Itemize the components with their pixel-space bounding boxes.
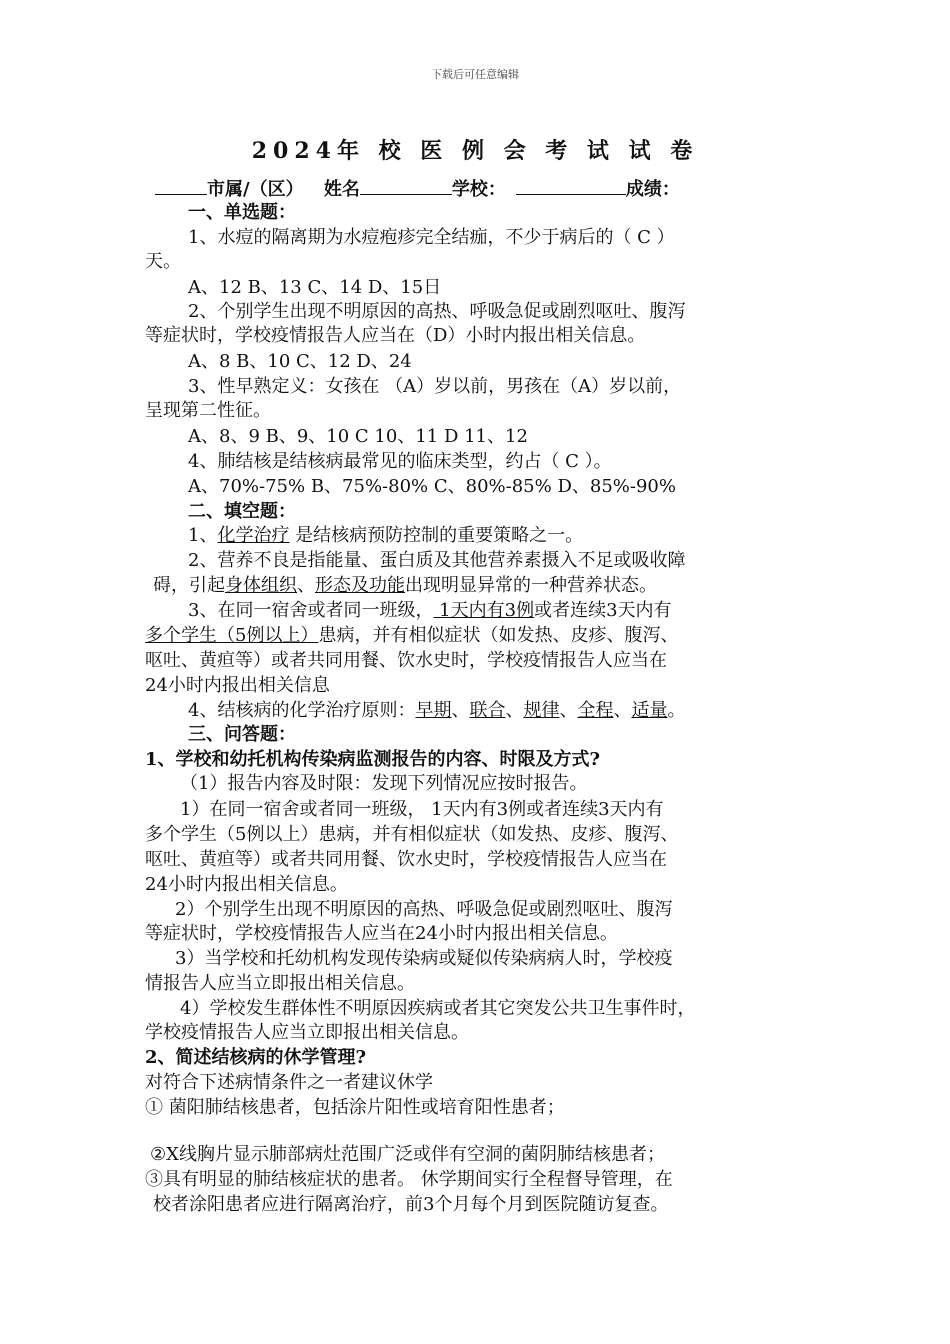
fill4-line: 4、结核病的化学治疗原则：早期、联合、规律、全程、适量。 xyxy=(188,700,686,721)
fill1-line: 1、化学治疗 是结核病预防控制的重要策略之一。 xyxy=(188,525,584,546)
q1-text: 1、水痘的隔离期为水痘疱疹完全结痂，不少于病后的（ C ） xyxy=(188,227,675,248)
section3-heading: 三、问答题： xyxy=(188,724,296,745)
fill2-pre: 碍，引起 xyxy=(153,575,225,596)
exam-title: 2024年 校 医 例 会 考 试 试 卷 xyxy=(251,138,699,164)
fill4-answer-full-course: 全程 xyxy=(577,700,614,721)
qa1-point1-line3: 呕吐、黄疸等）或者共同用餐、饮水史时，学校疫情报告人应当在 xyxy=(145,849,667,870)
fill2-line: 2、营养不良是指能量、蛋白质及其他营养素摄入不足或吸收障 xyxy=(188,550,686,571)
fill2-answer2: 形态及功能 xyxy=(315,575,405,596)
q4-options: A、70%-75% B、75%-80% C、80%-85% D、85%-90% xyxy=(188,476,676,497)
fill2-answer1: 身体组织 xyxy=(225,575,297,596)
school-blank[interactable] xyxy=(516,176,626,195)
fill1-rest: 是结核病预防控制的重要策略之一。 xyxy=(289,525,584,546)
info-score-label: 成绩： xyxy=(625,179,680,200)
fill4-answer-combined: 联合 xyxy=(469,700,506,721)
q2-options: A、8 B、10 C、12 D、24 xyxy=(188,351,412,372)
fill3-mid: 或者连续3天内有 xyxy=(534,600,672,621)
q1-options: A、12 B、13 C、14 D、15日 xyxy=(188,277,442,298)
fill3-line-4: 24小时内报出相关信息 xyxy=(145,675,330,696)
q3-text-cont: 呈现第二性征。 xyxy=(145,400,271,421)
q1-text-cont: 天。 xyxy=(145,251,181,272)
qa2-title: 2、简述结核病的休学管理? xyxy=(145,1047,367,1068)
fill3-rest: 患病，并有相似症状（如发热、皮疹、腹泻、 xyxy=(318,625,679,646)
info-city-label: 市属/（区） xyxy=(207,179,304,200)
qa1-title: 1、学校和幼托机构传染病监测报告的内容、时限及方式? xyxy=(145,749,601,770)
qa1-point1: 1）在同一宿舍或者同一班级， 1天内有3例或者连续3天内有 xyxy=(180,799,664,820)
section2-heading: 二、填空题： xyxy=(188,501,296,522)
qa1-subheading: （1）报告内容及时限：发现下列情况应按时报告。 xyxy=(180,773,588,794)
fill2-sep: 、 xyxy=(297,575,315,596)
q3-options: A、8、9 B、9、10 C 10、11 D 11、12 xyxy=(188,426,528,447)
info-school-label: 学校： xyxy=(451,179,506,200)
qa2-item1: ① 菌阳肺结核患者，包括涂片阳性或培育阳性患者； xyxy=(145,1097,565,1118)
q4-text: 4、肺结核是结核病最常见的临床类型，约占（ C ）。 xyxy=(188,451,612,472)
q2-text: 2、个别学生出现不明原因的高热、呼吸急促或剧烈呕吐、腹泻 xyxy=(188,301,686,322)
qa1-point3: 3）当学校和托幼机构发现传染病或疑似传染病病人时，学校疫 xyxy=(175,948,673,969)
qa1-point2-cont: 等症状时，学校疫情报告人应当在24小时内报出相关信息。 xyxy=(145,923,618,944)
name-blank[interactable] xyxy=(360,176,452,195)
fill2-rest: 出现明显异常的一种营养状态。 xyxy=(405,575,657,596)
fill3-pre: 3、在同一宿舍或者同一班级， xyxy=(188,600,434,621)
fill3-answer1: 1天内有3例 xyxy=(433,600,535,621)
fill4-answer-early: 早期 xyxy=(415,700,452,721)
header-note: 下载后可任意编辑 xyxy=(431,68,519,81)
fill2-line-cont xyxy=(153,574,657,598)
fill4-answer-dose: 适量 xyxy=(631,700,668,721)
qa1-point3-cont: 情报告人应当立即报出相关信息。 xyxy=(145,973,415,994)
qa2-item3: ③具有明显的肺结核症状的患者。 休学期间实行全程督导管理，在 xyxy=(145,1169,673,1190)
qa1-point1-line4: 24小时内报出相关信息。 xyxy=(145,874,348,895)
qa1-point4: 4）学校发生群体性不明原因疾病或者其它突发公共卫生事件时， xyxy=(180,998,696,1019)
info-name-label: 姓名 xyxy=(323,179,360,200)
fill4-end: 。 xyxy=(667,700,686,721)
fill3-line xyxy=(188,599,672,623)
info-line xyxy=(155,176,680,202)
qa2-item3-cont: 校者涂阳患者应进行隔离治疗，前3个月每个月到医院随访复查。 xyxy=(153,1194,669,1215)
qa2-item2: ②X线胸片显示肺部病灶范围广泛或伴有空洞的菌阴肺结核患者； xyxy=(150,1144,665,1165)
fill4-pre: 4、结核病的化学治疗原则： xyxy=(188,700,416,721)
city-blank[interactable] xyxy=(155,176,207,195)
fill1-answer: 化学治疗 xyxy=(217,525,290,546)
section1-heading: 一、单选题： xyxy=(188,202,296,223)
qa2-intro: 对符合下述病情条件之一者建议休学 xyxy=(145,1072,433,1093)
qa1-point1-cont: 多个学生（5例以上）患病，并有相似症状（如发热、皮疹、腹泻、 xyxy=(145,824,679,845)
fill4-answer-regular: 规律 xyxy=(523,700,560,721)
qa1-point2: 2）个别学生出现不明原因的高热、呼吸急促或剧烈呕吐、腹泻 xyxy=(175,899,673,920)
fill3-line-cont xyxy=(145,624,678,648)
qa1-point4-cont: 学校疫情报告人应当立即报出相关信息。 xyxy=(145,1022,469,1043)
q2-text-cont: 等症状时，学校疫情报告人应当在（D）小时内报出相关信息。 xyxy=(145,325,646,346)
fill3-answer2: 多个学生（5例以上） xyxy=(145,625,319,646)
fill3-line-3: 呕吐、黄疸等）或者共同用餐、饮水史时，学校疫情报告人应当在 xyxy=(145,650,667,671)
q3-text: 3、性早熟定义：女孩在 （A）岁以前，男孩在（A）岁以前， xyxy=(188,376,682,397)
